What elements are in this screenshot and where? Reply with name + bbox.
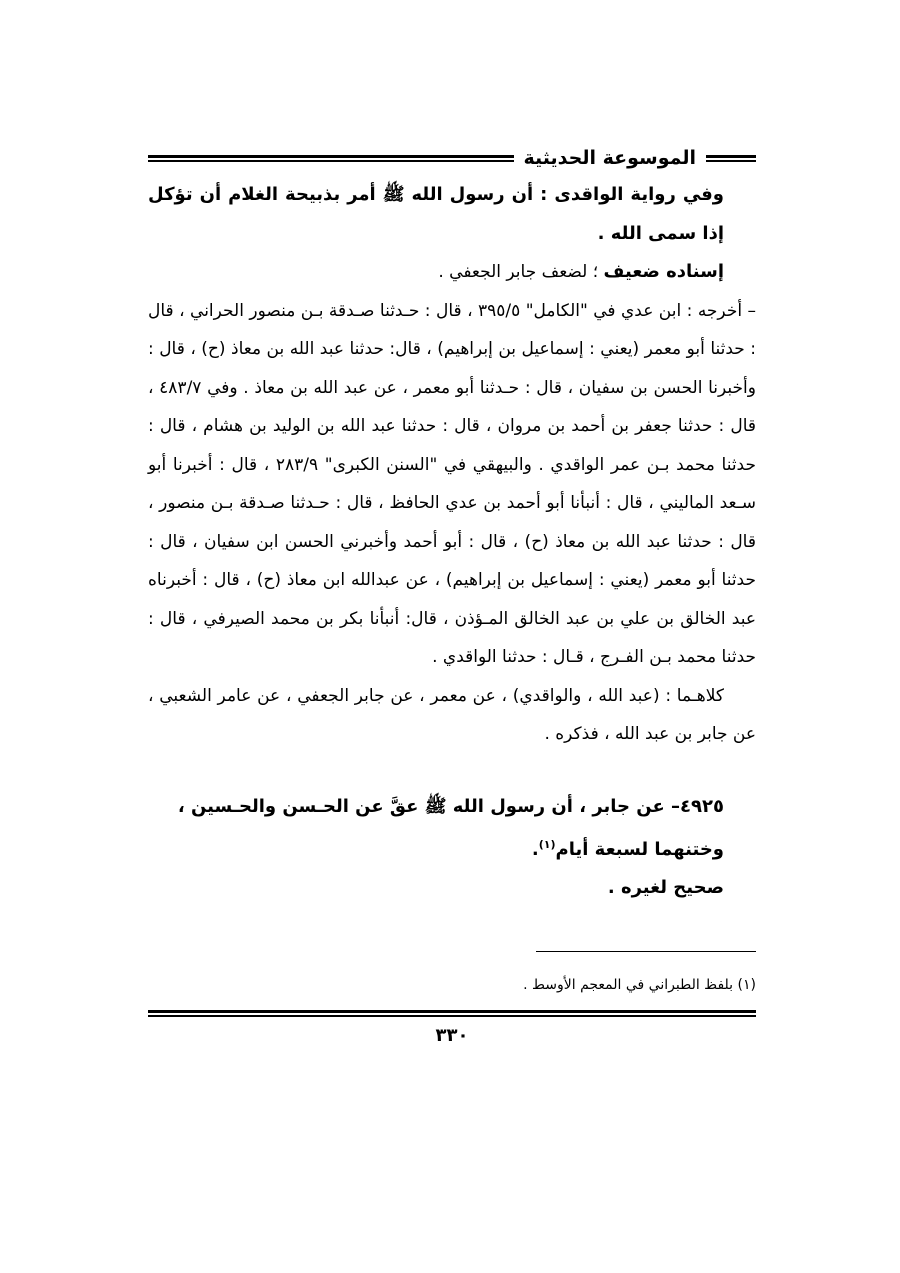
page-number: ٣٣٠ <box>435 1024 469 1046</box>
spacer <box>148 754 756 788</box>
hadith-grading: صحيح لغيره . <box>607 876 724 898</box>
hadith-end: . <box>531 838 539 860</box>
document-page <box>148 140 756 1046</box>
kilahuma-paragraph: كلاهـما : (عبد الله ، والواقدي) ، عن معمر ، عن جابر الجعفي ، عن عامر الشعبي ، عن جابر بن عبد الله ، فذكره . <box>148 685 756 744</box>
footnote: (١) بلفظ الطبراني في المعجم الأوسط . <box>523 976 756 993</box>
hadith-4925 <box>148 788 756 869</box>
isnad-grading <box>148 253 756 292</box>
header-rule-left <box>148 155 514 162</box>
isnad-reason: ؛ لضعف جابر الجعفي . <box>438 262 604 282</box>
takhrij-paragraph: – أخرجه : ابن عدي في "الكامل" ٣٩٥/٥ ، قال : حـدثنا صـدقة بـن منصور الحراني ، قال : حدثنا أبو معمر (يعني : إسماعيل بن إبراهيم) ، قال: حدثنا عبد الله بن معاذ (ح) ، قال : وأخبرنا الحسن بن سفيان ، قال : حـدثنا أبو معمر ، عن عبد الله بن معاذ . وفي ٤٨٣/٧ ، قال : حدثنا جعفر بن أحمد بن مروان ، قال : حدثنا عبد الله بن الوليد بن هشام ، قال : حدثنا محمد بـن عمر الواقدي . والبيهقي في "السنن الكبرى" ٢٨٣/٩ ، قال : أخبرنا أبو سـعد الماليني ، قال : أنبأنا أبو أحمد بن عدي الحافظ ، قال : حـدثنا صـدقة بـن منصور ، قال : حدثنا عبد الله بن معاذ (ح) ، قال : أبو أحمد وأخبرني الحسن ابن سفيان ، قال : حدثنا أبو معمر (يعني : إسماعيل بن إبراهيم) ، عن عبدالله ابن معاذ (ح) ، قال : أخبرناه عبد الخالق بن علي بن عبد الخالق المـؤذن ، قال: أنبأنا بكر بن محمد الصيرفي ، قال : حدثنا محمد بـن الفـرج ، قـال : حدثنا الواقدي . <box>148 300 756 667</box>
running-header <box>148 140 756 176</box>
isnad-label: إسناده ضعيف <box>603 261 724 282</box>
header-rule-right <box>706 155 756 162</box>
footnote-reference: (١) <box>538 837 556 851</box>
footnote-separator <box>536 951 756 952</box>
waqidi-narration: وفي رواية الواقدى : أن رسول الله ﷺ أمر بذبيحة الغلام أن تؤكل إذا سمى الله . <box>148 184 724 244</box>
footer-rule <box>148 1010 756 1017</box>
hadith-text: ٤٩٢٥– عن جابر ، أن رسول الله ﷺ عقَّ عن الحـسن والحـسين ، وختنهما لسبعة أيام <box>177 795 724 860</box>
header-title: الموسوعة الحديثية <box>523 147 696 169</box>
